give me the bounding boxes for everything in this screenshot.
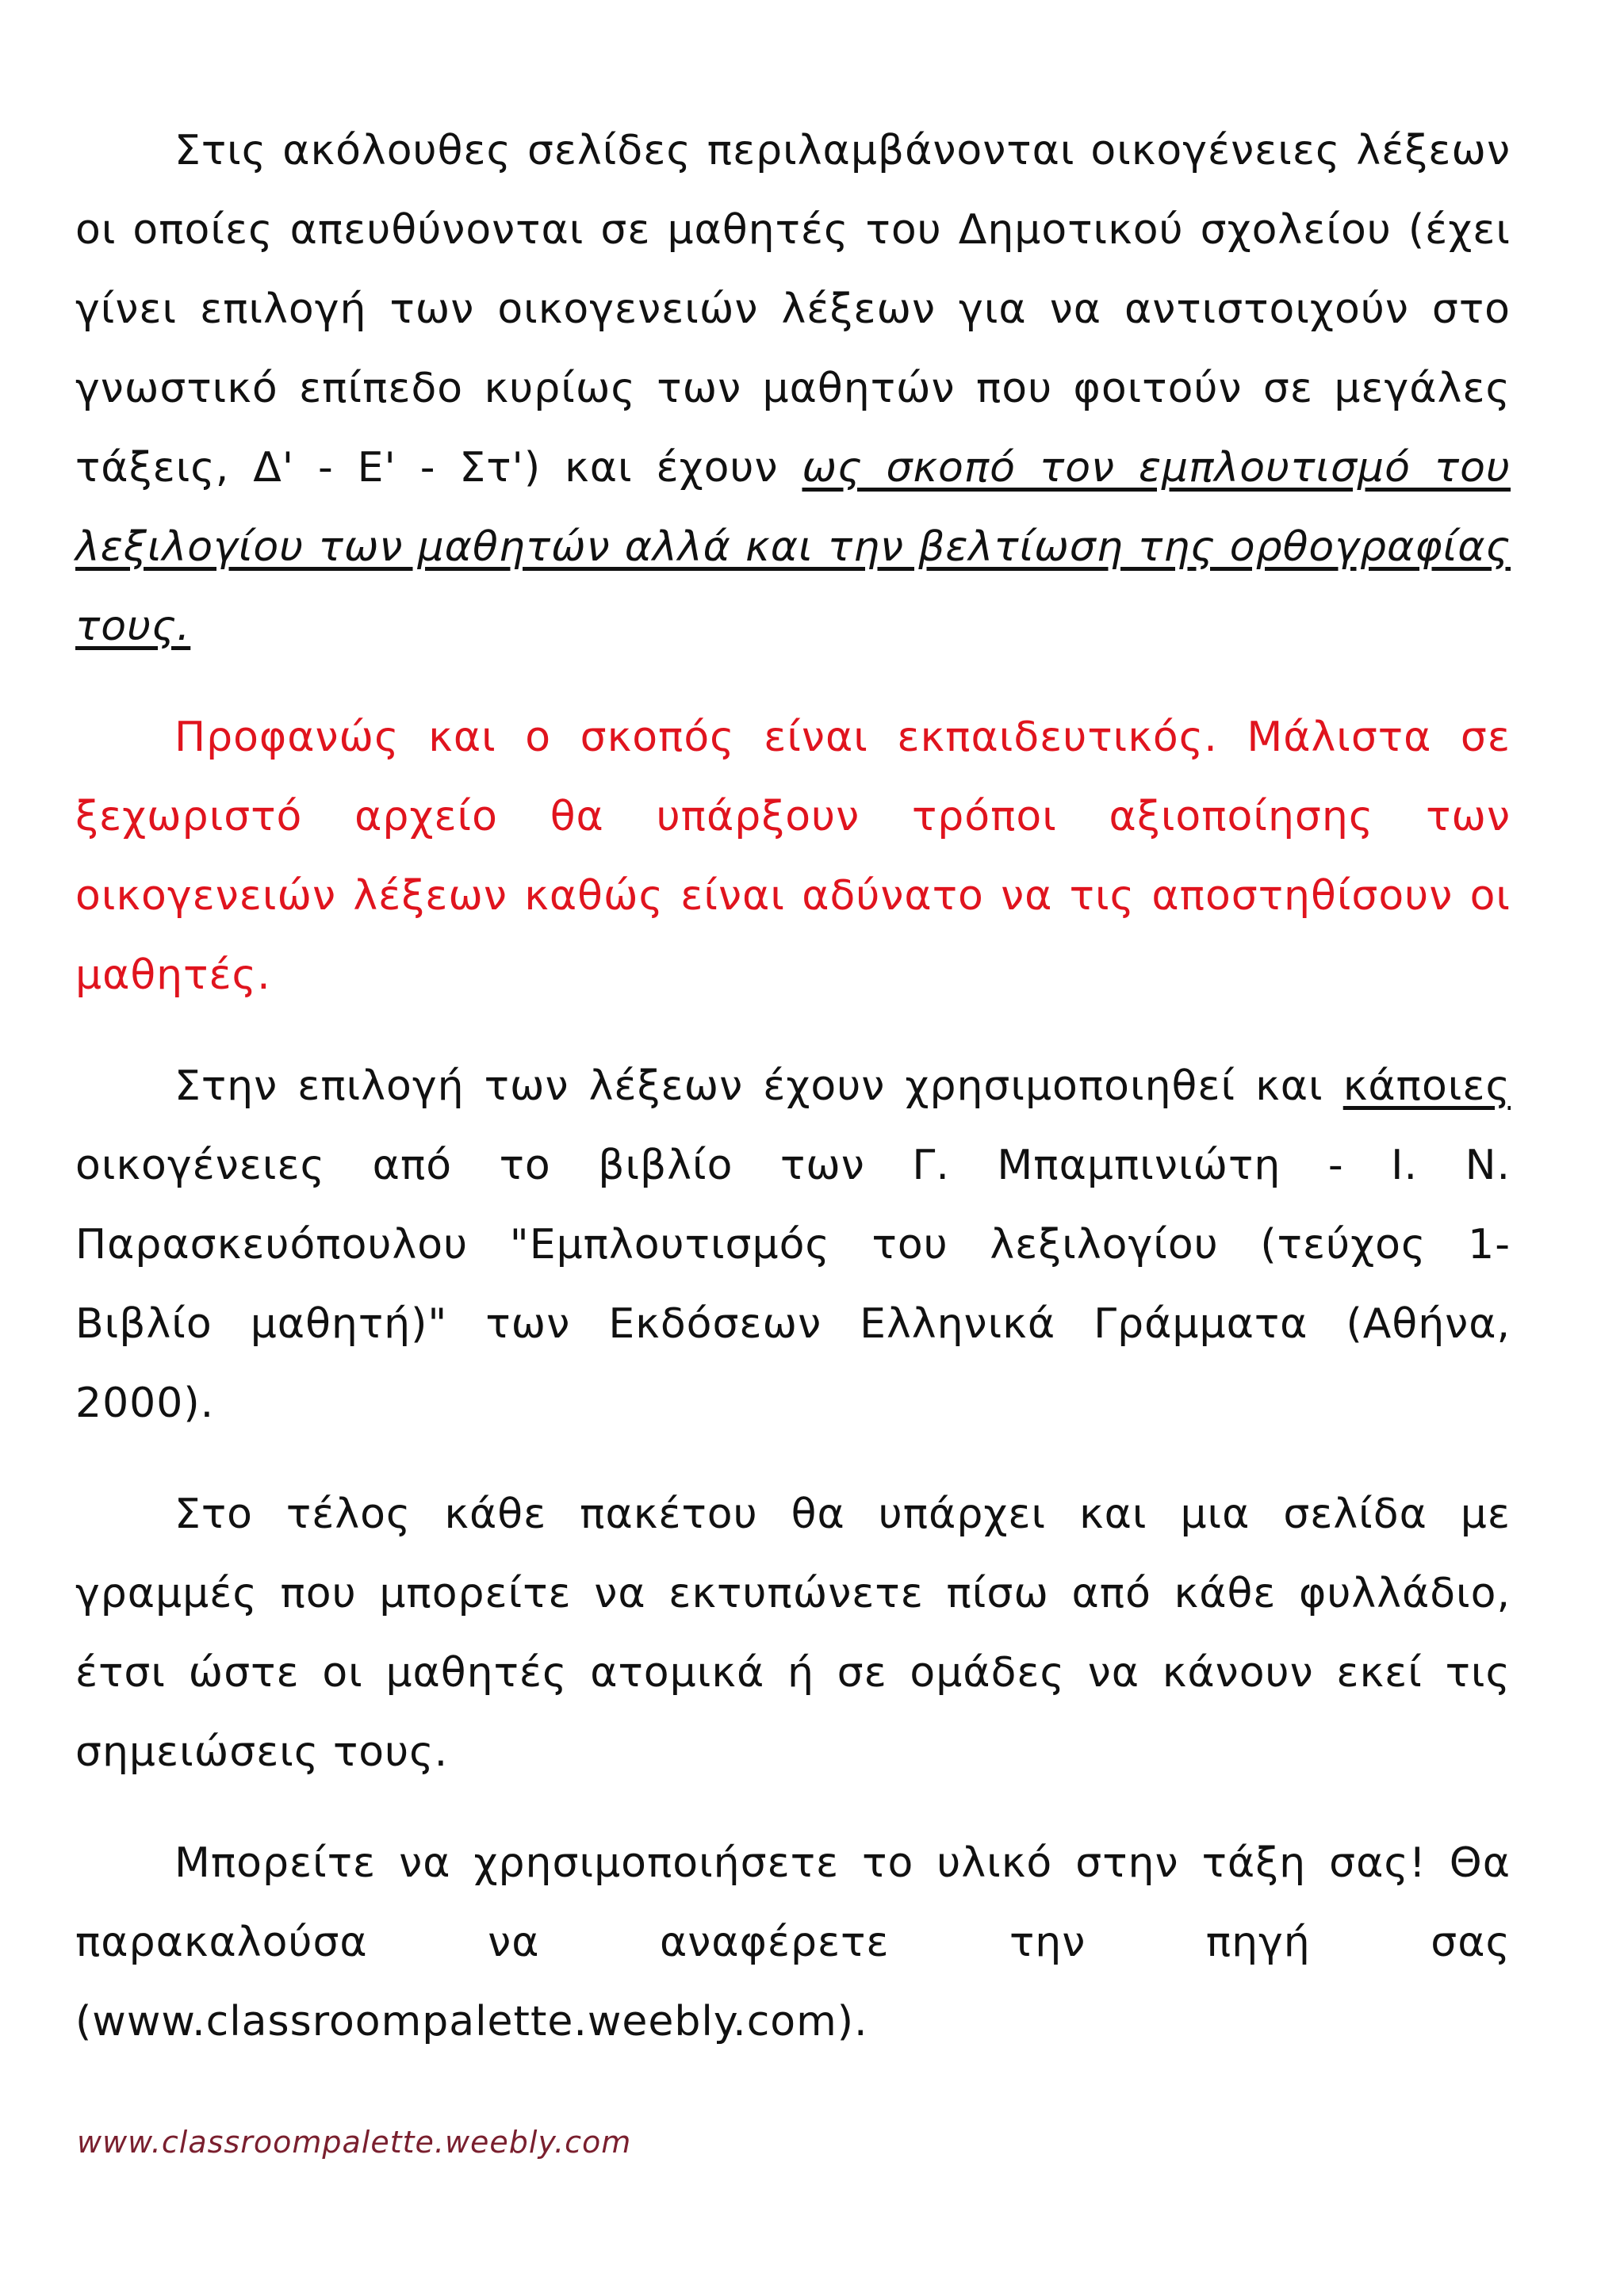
intro-emphasis: ως σκοπό τον εμπλουτισμό του λεξιλογίου των μαθητών αλλά και την βελτίωση της ορθογραφίας τους. [75, 444, 1511, 650]
sources-underlined-word: κάποιες [1342, 1062, 1511, 1110]
usage-paragraph: Μπορείτε να χρησιμοποιήσετε το υλικό στην τάξη σας! Θα παρακαλούσα να αναφέρετε την πηγή σας (www.classroompalette.weebly.com). [75, 1839, 1511, 2045]
sources-paragraph [75, 1047, 1511, 1443]
sources-text-before: Στην επιλογή των λέξεων έχουν χρησιμοποιηθεί και [174, 1062, 1343, 1110]
document-body [75, 111, 1511, 2093]
sources-text-after: οικογένειες από το βιβλίο των Γ. Μπαμπινιώτη - Ι. Ν. Παρασκευόπουλου "Εμπλουτισμός του λεξιλογίου (τεύχος 1- Βιβλίο μαθητή)" των Εκδόσεων Ελληνικά Γράμματα (Αθήνα, 2000). [75, 1142, 1511, 1427]
purpose-paragraph: Προφανώς και ο σκοπός είναι εκπαιδευτικός. Μάλιστα σε ξεχωριστό αρχείο θα υπάρξουν τρόποι αξιοποίησης των οικογενειών λέξεων καθώς είναι αδύνατο να τις αποστηθίσουν οι μαθητές. [75, 714, 1511, 999]
notes-paragraph: Στο τέλος κάθε πακέτου θα υπάρχει και μια σελίδα με γραμμές που μπορείτε να εκτυπώνετε πίσω από κάθε φυλλάδιο, έτσι ώστε οι μαθητές ατομικά ή σε ομάδες να κάνουν εκεί τις σημειώσεις τους. [75, 1490, 1511, 1776]
intro-paragraph [75, 111, 1511, 666]
intro-text: Στις ακόλουθες σελίδες περιλαμβάνονται οικογένειες λέξεων οι οποίες απευθύνονται σε μαθητές του Δημοτικού σχολείου (έχει γίνει επιλογή των οικογενειών λέξεων για να αντιστοιχούν στο γνωστικό επίπεδο κυρίως των μαθητών που φοιτούν σε μεγάλες τάξεις, Δ' - Ε' - Στ') και έχουν [75, 127, 1511, 492]
footer-url: www.classroompalette.weebly.com [77, 2125, 632, 2160]
